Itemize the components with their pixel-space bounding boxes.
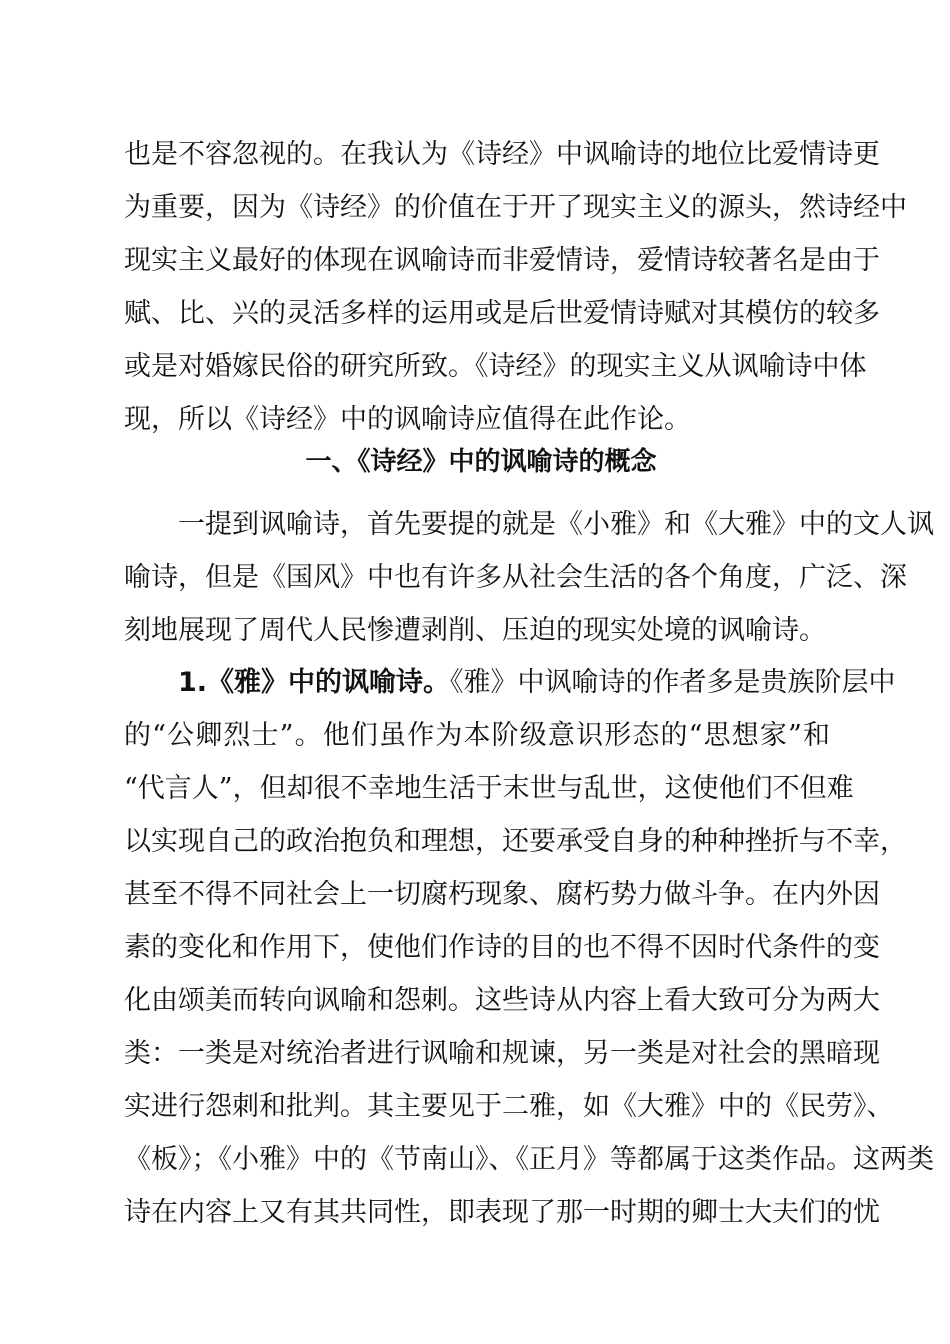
paragraph-line: 化由颂美而转向讽喻和怨刺。这些诗从内容上看大致可分为两大 [124,985,880,1016]
paragraph-ya-satire [124,656,934,1239]
paragraph-line: 以实现自己的政治抱负和理想，还要承受自身的种种挫折与不幸， [124,826,907,857]
subsection-lead: 1.《雅》中的讽喻诗。 [178,667,451,698]
paragraph-intro [124,498,934,657]
paragraph-line: 或是对婚嫁民俗的研究所致。《诗经》的现实主义从讽喻诗中体 [124,351,867,382]
paragraph-line: 现实主义最好的体现在讽喻诗而非爱情诗，爱情诗较著名是由于 [124,245,880,276]
paragraph-line: 实进行怨刺和批判。其主要见于二雅，如《大雅》中的《民劳》、 [124,1091,894,1122]
paragraph-line: 刻地展现了周代人民惨遭剥削、压迫的现实处境的讽喻诗。 [124,615,826,646]
paragraph-line: 的“公卿烈士”。他们虽作为本阶级意识形态的“思想家”和 [124,720,830,751]
paragraph-line: 喻诗，但是《国风》中也有许多从社会生活的各个角度，广泛、深 [124,562,907,593]
paragraph-line: 《板》；《小雅》中的《节南山》、《正月》等都属于这类作品。这两类 [124,1144,934,1175]
paragraph-first-line [124,656,896,709]
paragraph-line: 赋、比、兴的灵活多样的运用或是后世爱情诗赋对其模仿的较多 [124,298,880,329]
paragraph-line: 为重要，因为《诗经》的价值在于开了现实主义的源头，然诗经中 [124,192,907,223]
paragraph-line: 甚至不得不同社会上一切腐朽现象、腐朽势力做斗争。在内外因 [124,879,880,910]
paragraph-continuation [124,128,907,446]
paragraph-line: 素的变化和作用下，使他们作诗的目的也不得不因时代条件的变 [124,932,880,963]
section-heading-text: 一、《诗经》中的讽喻诗的概念 [305,447,657,477]
paragraph-line-rest: 《雅》中讽喻诗的作者多是贵族阶层中 [450,667,896,698]
paragraph-line: 诗在内容上又有其共同性，即表现了那一时期的卿士大夫们的忧 [124,1197,880,1228]
paragraph-line: 现，所以《诗经》中的讽喻诗应值得在此作论。 [124,404,691,435]
paragraph-line: “代言人”，但却很不幸地生活于末世与乱世，这使他们不但难 [124,773,854,804]
paragraph-line: 一提到讽喻诗，首先要提的就是《小雅》和《大雅》中的文人讽 [178,509,934,540]
section-heading [0,442,950,482]
paragraph-line: 类：一类是对统治者进行讽喻和规谏，另一类是对社会的黑暗现 [124,1038,880,1069]
paragraph-line: 也是不容忽视的。在我认为《诗经》中讽喻诗的地位比爱情诗更 [124,139,880,170]
